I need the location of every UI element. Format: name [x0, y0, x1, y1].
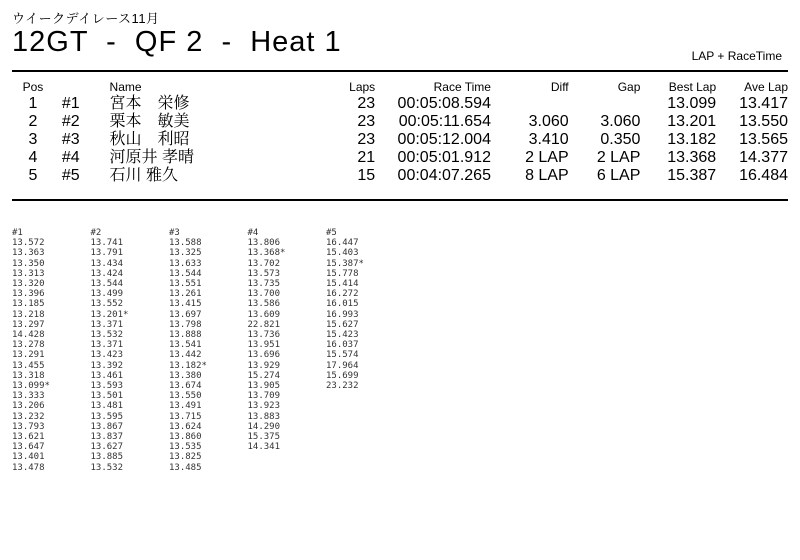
- lap-time: 13.798: [169, 319, 202, 330]
- result-gap: 6 LAP: [596, 167, 641, 184]
- lap-time: 13.501: [90, 391, 124, 402]
- result-diff: 3.060: [528, 113, 569, 130]
- lap-time: 13.371: [90, 340, 124, 351]
- lap-time: 13.888: [169, 330, 202, 341]
- result-best-lap: 13.368: [667, 149, 717, 166]
- header-rule: [12, 70, 788, 72]
- lap-time: 13.951: [247, 340, 281, 351]
- lap-time: 13.860: [169, 432, 202, 443]
- col-diff-header: Diff: [550, 80, 569, 94]
- result-best-lap: 15.387: [667, 167, 717, 184]
- lap-times-column: [91, 228, 170, 473]
- lap-time: 13.885: [90, 452, 124, 463]
- lap-time: 13.318: [12, 370, 45, 381]
- lap-time: 13.461: [90, 370, 124, 381]
- lap-time: 14.341: [247, 442, 281, 453]
- lap-time: 13.929: [247, 360, 281, 371]
- result-row: [12, 131, 788, 149]
- result-laps: 23: [357, 113, 376, 130]
- result-car-number: #1: [61, 95, 80, 112]
- lap-time: 13.401: [12, 452, 45, 463]
- lap-time: 13.647: [12, 442, 45, 453]
- result-laps: 23: [357, 95, 376, 112]
- lap-time: 13.392: [90, 360, 124, 371]
- lap-time: 16.015: [326, 299, 359, 310]
- lap-time: 13.380: [169, 370, 202, 381]
- lap-time: 13.434: [90, 258, 124, 269]
- result-row: [12, 113, 788, 131]
- result-driver-name: 河原井 孝晴: [109, 149, 194, 166]
- lap-time: 13.368*: [247, 248, 286, 259]
- result-gap: 3.060: [600, 113, 641, 130]
- col-best-lap-header: Best Lap: [668, 80, 717, 94]
- lap-time: 13.396: [12, 289, 45, 300]
- race-mode: LAP + RaceTime: [691, 49, 782, 63]
- lap-time: 13.415: [169, 299, 202, 310]
- result-laps: 23: [357, 131, 376, 148]
- result-race-time: 00:05:11.654: [398, 113, 491, 130]
- lap-time: 16.993: [326, 309, 359, 320]
- result-car-number: #2: [61, 113, 80, 130]
- lap-time: 13.099*: [12, 381, 50, 392]
- lap-time: 13.481: [90, 401, 124, 412]
- lap-time: 13.633: [169, 258, 202, 269]
- lap-times-column: [326, 228, 405, 473]
- lap-time: 13.218: [12, 309, 45, 320]
- lap-time: 13.621: [12, 432, 45, 443]
- result-driver-name: 秋山 利昭: [109, 131, 190, 148]
- lap-time: 13.736: [247, 330, 281, 341]
- lap-time: 13.696: [247, 350, 281, 361]
- lap-time: 15.699: [326, 370, 359, 381]
- lap-time: 13.702: [247, 258, 281, 269]
- lap-time: 13.586: [247, 299, 281, 310]
- lap-time: 13.588: [169, 238, 202, 249]
- col-race-time-header: Race Time: [433, 80, 491, 94]
- lap-times-column-header: #1: [12, 228, 23, 238]
- lap-time: 13.206: [12, 401, 45, 412]
- lap-time: 15.403: [326, 248, 359, 259]
- lap-time: 13.883: [247, 411, 281, 422]
- lap-time: 13.363: [12, 248, 45, 259]
- result-ave-lap: 16.484: [739, 167, 788, 184]
- result-driver-name: 栗本 敏美: [109, 113, 190, 130]
- lap-time: 13.735: [247, 279, 281, 290]
- result-pos: 2: [28, 113, 38, 130]
- lap-time: 13.806: [247, 238, 281, 249]
- lap-time: 13.550: [169, 391, 202, 402]
- lap-time: 13.715: [169, 411, 202, 422]
- lap-time: 13.825: [169, 452, 202, 463]
- result-best-lap: 13.201: [667, 113, 717, 130]
- result-pos: 5: [28, 167, 38, 184]
- result-row: [12, 149, 788, 167]
- lap-time: 13.478: [12, 462, 45, 473]
- lap-time: 13.532: [90, 462, 124, 473]
- lap-time: 13.313: [12, 268, 45, 279]
- lap-time: 13.674: [169, 381, 202, 392]
- lap-time: 15.778: [326, 268, 359, 279]
- lap-time: 15.375: [247, 432, 281, 443]
- lap-times-column: [248, 228, 327, 473]
- lap-time: 15.627: [326, 319, 359, 330]
- result-car-number: #5: [61, 167, 80, 184]
- lap-time: 13.182*: [169, 360, 207, 371]
- lap-time: 13.572: [12, 238, 45, 249]
- result-pos: 1: [28, 95, 38, 112]
- lap-time: 13.551: [169, 279, 202, 290]
- lap-time: 14.290: [247, 421, 281, 432]
- lap-time: 13.371: [90, 319, 124, 330]
- result-gap: 0.350: [600, 131, 641, 148]
- event-name: ウイークデイレース11月: [12, 11, 160, 26]
- lap-time: 13.442: [169, 350, 202, 361]
- lap-time: 13.741: [90, 238, 124, 249]
- lap-time: 13.923: [247, 401, 281, 412]
- lap-time: 13.320: [12, 279, 45, 290]
- lap-time: 16.272: [326, 289, 359, 300]
- lap-time: 17.964: [326, 360, 359, 371]
- result-race-time: 00:04:07.265: [397, 167, 491, 184]
- lap-time: 22.821: [247, 319, 281, 330]
- lap-time: 13.700: [247, 289, 281, 300]
- lap-time: 13.201*: [90, 309, 129, 320]
- result-pos: 3: [28, 131, 38, 148]
- lap-time: 13.185: [12, 299, 45, 310]
- col-ave-lap-header: Ave Lap: [744, 80, 788, 94]
- lap-times-column: [169, 228, 248, 473]
- col-laps-header: Laps: [349, 80, 376, 94]
- result-best-lap: 13.099: [667, 95, 717, 112]
- lap-time: 13.532: [90, 330, 124, 341]
- lap-time: 13.624: [169, 421, 202, 432]
- lap-time: 13.609: [247, 309, 281, 320]
- lap-times-section: [12, 228, 405, 473]
- lap-time: 13.697: [169, 309, 202, 320]
- col-pos-header: Pos: [22, 80, 44, 94]
- lap-time: 13.552: [90, 299, 124, 310]
- result-pos: 4: [28, 149, 38, 166]
- lap-time: 13.455: [12, 360, 45, 371]
- lap-time: 13.837: [90, 432, 124, 443]
- lap-time: 15.274: [247, 370, 281, 381]
- lap-time: 13.291: [12, 350, 45, 361]
- result-car-number: #4: [61, 149, 80, 166]
- lap-time: 23.232: [326, 381, 359, 392]
- result-laps: 21: [357, 149, 376, 166]
- result-race-time: 00:05:08.594: [397, 95, 491, 112]
- lap-times-column-header: #5: [326, 228, 337, 238]
- lap-time: 13.867: [90, 421, 124, 432]
- lap-time: 13.278: [12, 340, 45, 351]
- lap-time: 13.485: [169, 462, 202, 473]
- lap-time: 13.905: [247, 381, 281, 392]
- lap-times-column-header: #2: [90, 228, 102, 238]
- lap-time: 13.793: [12, 421, 45, 432]
- lap-time: 13.595: [90, 411, 124, 422]
- result-ave-lap: 13.565: [739, 131, 788, 148]
- result-gap: 2 LAP: [596, 149, 641, 166]
- results-bottom-rule: [12, 199, 788, 201]
- lap-times-column: [12, 228, 91, 473]
- result-car-number: #3: [61, 131, 80, 148]
- result-diff: 8 LAP: [525, 167, 569, 184]
- lap-time: 15.423: [326, 330, 359, 341]
- results-header-row: [12, 80, 788, 95]
- result-row: [12, 167, 788, 185]
- lap-time: 13.709: [247, 391, 281, 402]
- col-gap-header: Gap: [617, 80, 641, 94]
- lap-time: 13.535: [169, 442, 202, 453]
- col-num-header: [54, 80, 110, 95]
- result-race-time: 00:05:01.912: [397, 149, 491, 166]
- result-row: [12, 95, 788, 113]
- lap-time: 13.544: [169, 268, 202, 279]
- result-laps: 15: [357, 167, 376, 184]
- result-driver-name: 宮本 栄修: [109, 95, 190, 112]
- lap-time: 15.414: [326, 279, 359, 290]
- lap-time: 16.037: [326, 340, 359, 351]
- race-title: 12GT - QF 2 - Heat 1: [12, 26, 342, 58]
- result-race-time: 00:05:12.004: [397, 131, 491, 148]
- lap-time: 13.333: [12, 391, 45, 402]
- result-ave-lap: 14.377: [739, 149, 788, 166]
- lap-time: 13.350: [12, 258, 45, 269]
- result-diff: 2 LAP: [525, 149, 569, 166]
- lap-time: 15.574: [326, 350, 359, 361]
- col-name-header: Name: [109, 80, 142, 94]
- lap-time: 13.297: [12, 319, 45, 330]
- lap-times-column-header: #4: [247, 228, 259, 238]
- lap-time: 13.232: [12, 411, 45, 422]
- lap-time: 13.544: [90, 279, 124, 290]
- lap-time: 15.387*: [326, 258, 364, 269]
- lap-time: 13.541: [169, 340, 202, 351]
- result-ave-lap: 13.417: [739, 95, 788, 112]
- lap-times-column-header: #3: [169, 228, 180, 238]
- lap-time: 16.447: [326, 238, 359, 249]
- lap-time: 13.573: [247, 268, 281, 279]
- result-best-lap: 13.182: [667, 131, 717, 148]
- lap-time: 13.791: [90, 248, 124, 259]
- result-driver-name: 石川 雅久: [109, 167, 178, 184]
- lap-time: 13.424: [90, 268, 124, 279]
- lap-time: 14.428: [12, 330, 45, 341]
- result-gap: [569, 95, 641, 113]
- result-ave-lap: 13.550: [739, 113, 788, 130]
- lap-time: 13.593: [90, 381, 124, 392]
- lap-time: 13.325: [169, 248, 202, 259]
- lap-time: 13.499: [90, 289, 124, 300]
- lap-time: 13.627: [90, 442, 124, 453]
- lap-time: 13.491: [169, 401, 202, 412]
- lap-time: 13.423: [90, 350, 124, 361]
- lap-time: 13.261: [169, 289, 202, 300]
- results-table: [12, 80, 788, 185]
- result-diff: [491, 95, 569, 113]
- result-diff: 3.410: [528, 131, 569, 148]
